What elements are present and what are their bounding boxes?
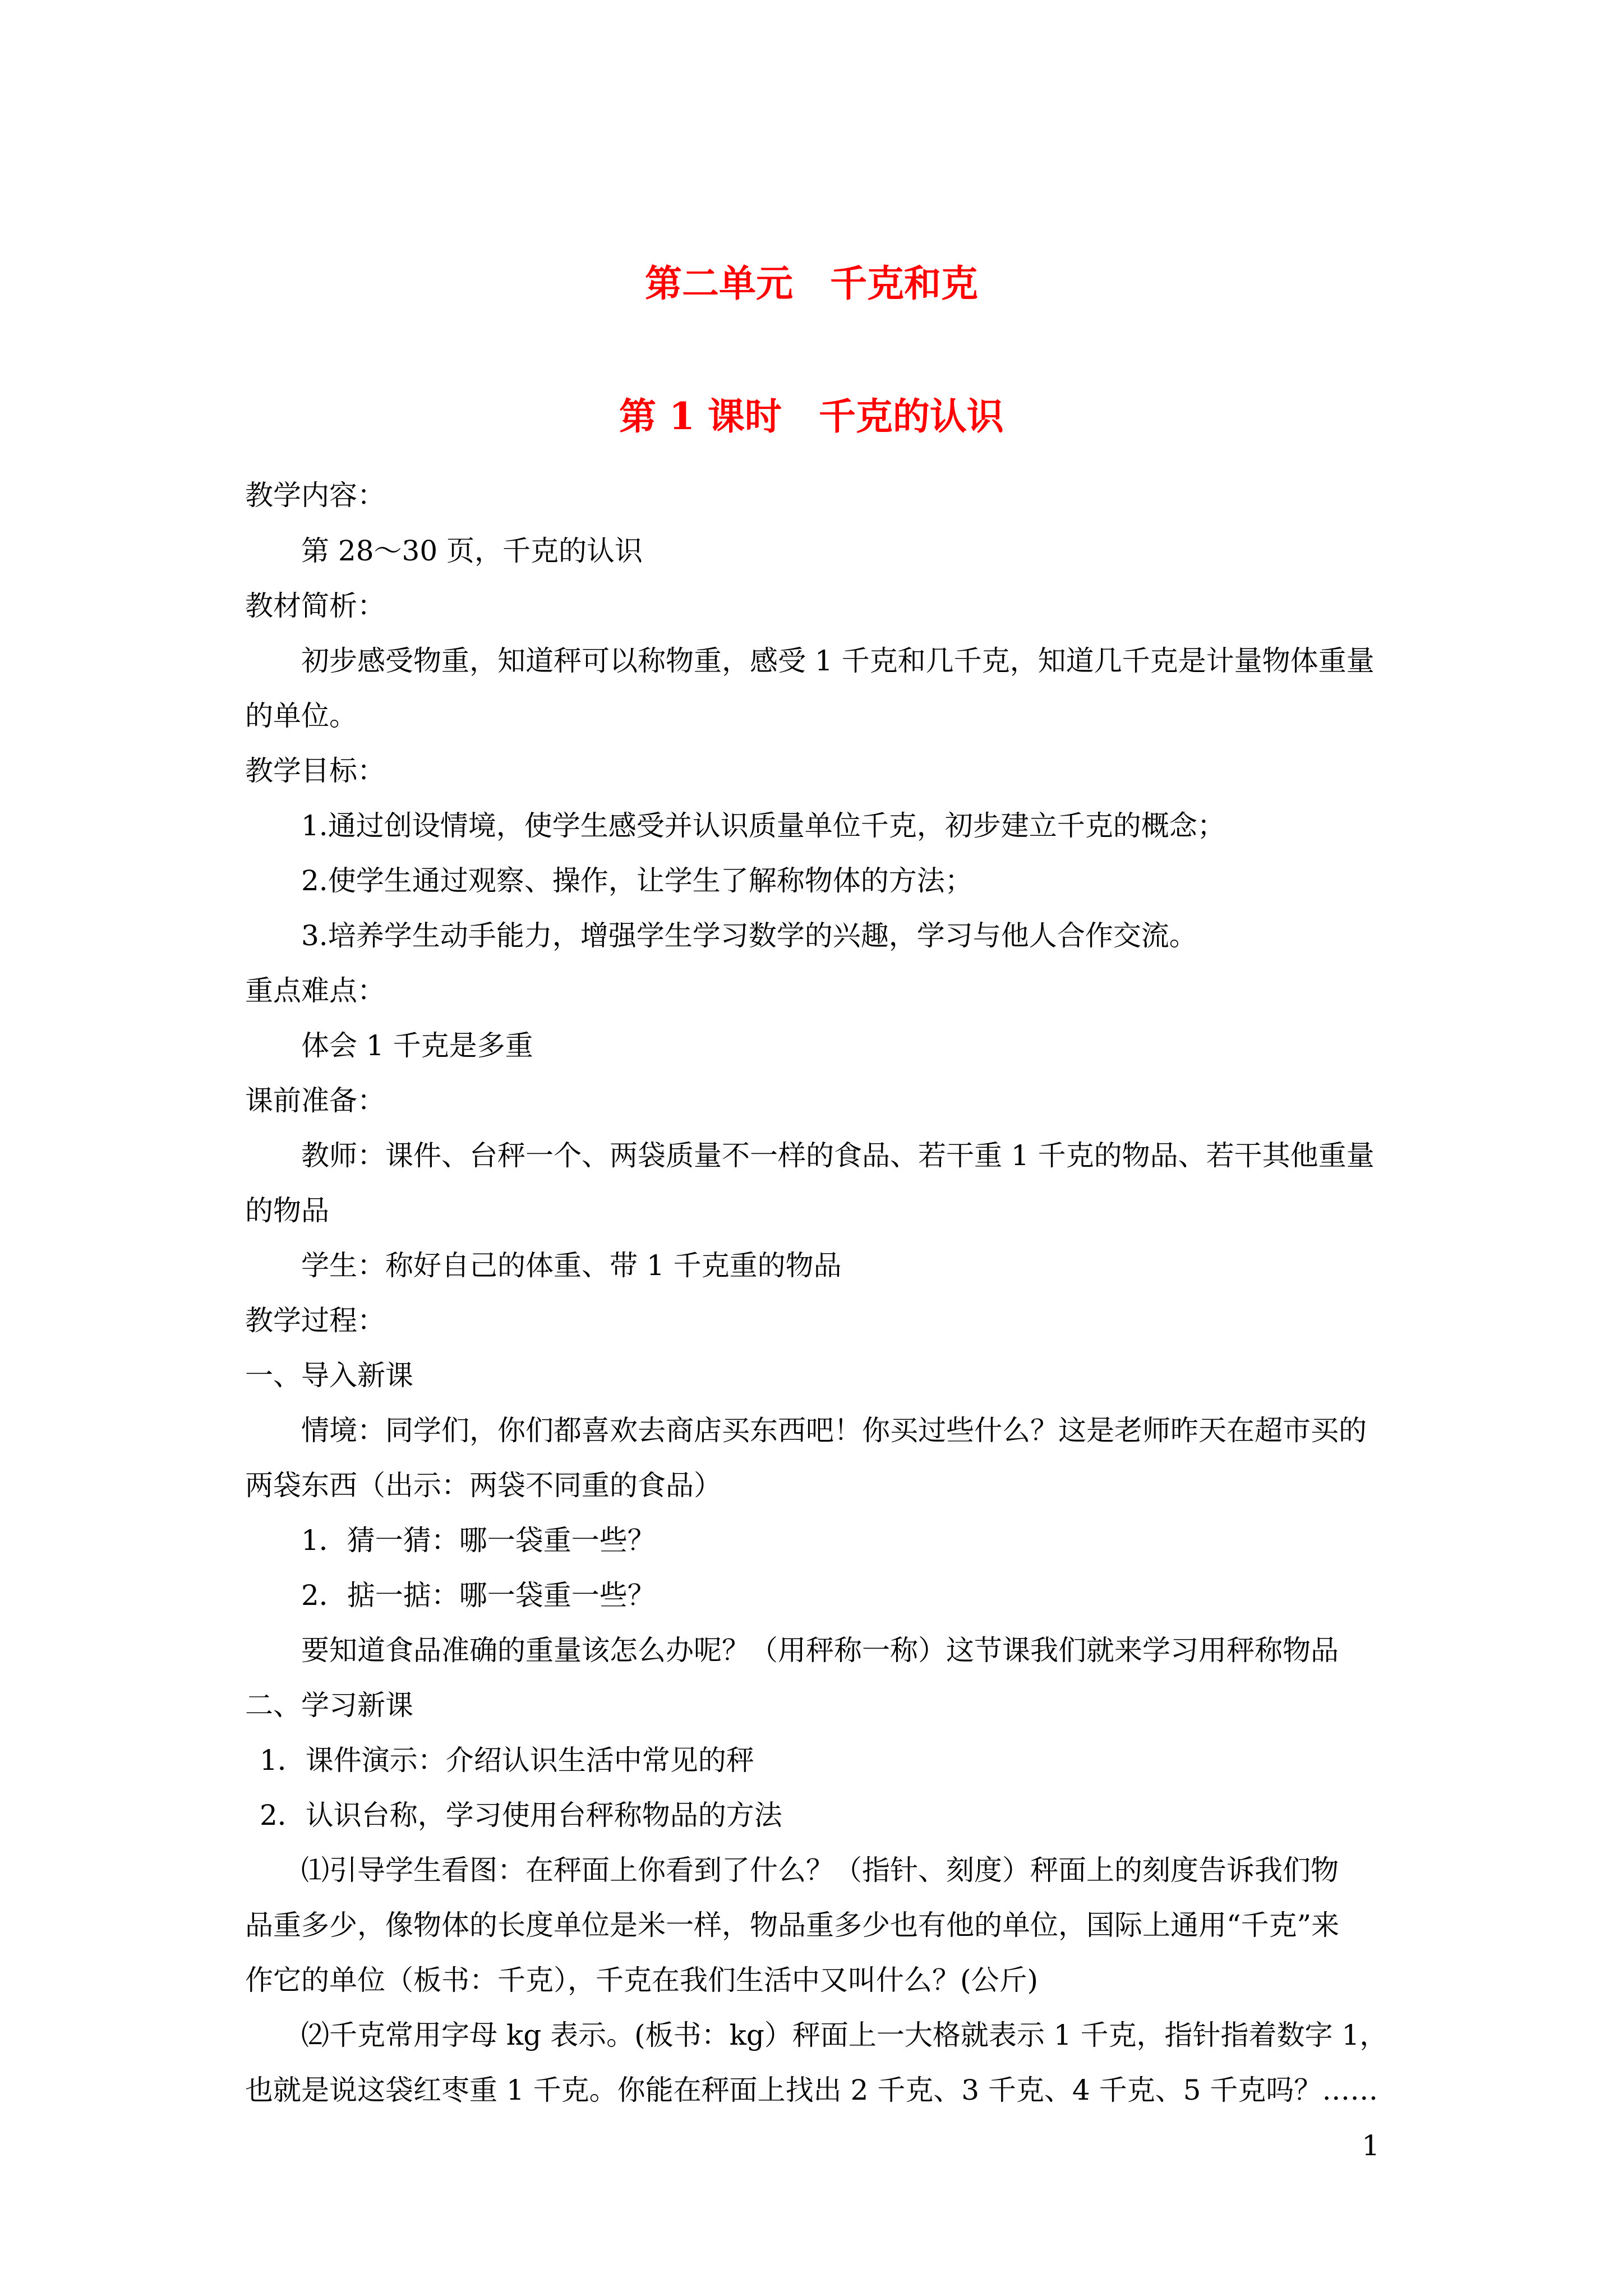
key-points-text: 体会 1 千克是多重	[301, 1029, 533, 1062]
goal-item-2: 2.使学生通过观察、操作，让学生了解称物体的方法；	[301, 864, 973, 897]
sub2-line1: ⑵千克常用字母 kg 表示。(板书：kg）秤面上一大格就表示 1 千克，指针指着数字 1，	[301, 2019, 1388, 2051]
sub1-line3: 作它的单位（板书：千克），千克在我们生活中又叫什么？(公斤)	[245, 1964, 1039, 1996]
page-number: 1	[1362, 2129, 1380, 2162]
sub1-line2: 品重多少，像物体的长度单位是米一样，物品重多少也有他的单位，国际上通用“千克”来	[245, 1909, 1340, 1941]
section2-item2: 2．认识台称，学习使用台秤称物品的方法	[260, 1799, 782, 1832]
process-label: 教学过程：	[245, 1304, 385, 1337]
goal-item-1: 1.通过创设情境，使学生感受并认识质量单位千克，初步建立千克的概念；	[301, 809, 1225, 842]
teacher-prep-line1: 教师：课件、台秤一个、两袋质量不一样的食品、若干重 1 千克的物品、若干其他重量	[301, 1139, 1375, 1172]
student-prep: 学生：称好自己的体重、带 1 千克重的物品	[301, 1249, 842, 1282]
section1-step1: 1．猜一猜：哪一袋重一些？	[301, 1524, 656, 1557]
goals-label: 教学目标：	[245, 754, 385, 787]
analysis-label: 教材简析：	[245, 590, 385, 622]
sub1-line1: ⑴引导学生看图：在秤面上你看到了什么？（指针、刻度）秤面上的刻度告诉我们物	[301, 1854, 1339, 1887]
sub2-line2: 也就是说这袋红枣重 1 千克。你能在秤面上找出 2 千克、3 千克、4 千克、5 千克吗？……	[245, 2074, 1378, 2106]
content-text: 第 28～30 页，千克的认识	[301, 535, 643, 567]
key-points-label: 重点难点：	[245, 974, 385, 1007]
section2-heading: 二、学习新课	[245, 1689, 413, 1722]
section1-step2: 2．掂一掂：哪一袋重一些？	[301, 1579, 656, 1612]
unit-title: 第二单元 千克和克	[645, 261, 978, 305]
section2-item1: 1．课件演示：介绍认识生活中常见的秤	[260, 1744, 754, 1777]
goal-item-3: 3.培养学生动手能力，增强学生学习数学的兴趣，学习与他人合作交流。	[301, 919, 1197, 952]
teacher-prep-line2: 的物品	[245, 1194, 329, 1227]
lesson-title: 第 1 课时 千克的认识	[619, 394, 1004, 438]
content-label: 教学内容：	[245, 479, 385, 512]
section1-heading: 一、导入新课	[245, 1359, 413, 1392]
section1-transition: 要知道食品准确的重量该怎么办呢？（用秤称一称）这节课我们就来学习用秤称物品	[301, 1634, 1339, 1667]
scene-line1: 情境：同学们，你们都喜欢去商店买东西吧！你买过些什么？这是老师昨天在超市买的	[301, 1414, 1367, 1447]
preparation-label: 课前准备：	[245, 1084, 385, 1117]
analysis-text-line2: 的单位。	[245, 700, 357, 732]
analysis-text-line1: 初步感受物重，知道秤可以称物重，感受 1 千克和几千克，知道几千克是计量物体重量	[301, 645, 1375, 677]
scene-line2: 两袋东西（出示：两袋不同重的食品）	[245, 1469, 722, 1502]
